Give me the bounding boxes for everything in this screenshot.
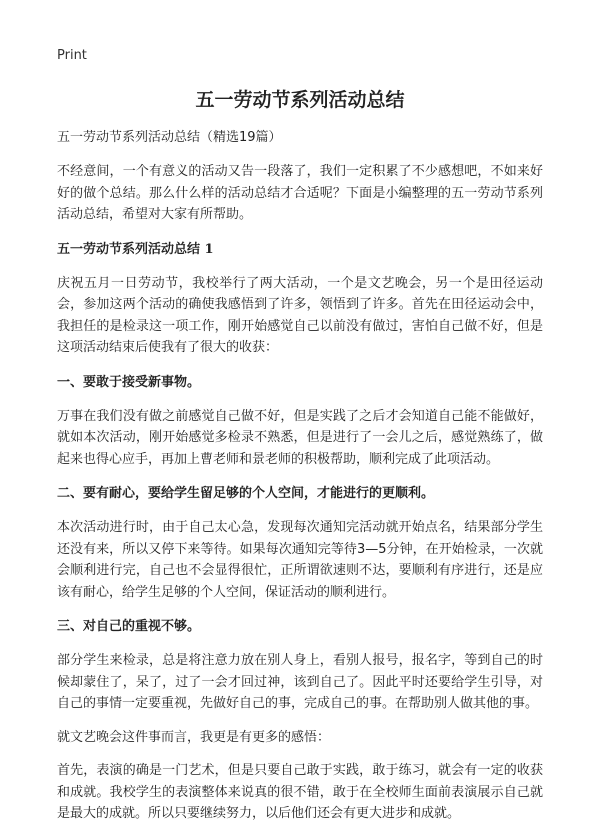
section-heading-1: 五一劳动节系列活动总结 1 [57,241,214,257]
page-title: 五一劳动节系列活动总结 [195,89,405,111]
point2-paragraph: 本次活动进行时，由于自己太心急，发现每次通知完活动就开始点名，结果部分学生还没有来，所以又停下来等待。如果每次通知完等待3—5分钟，在开始检录，一次就会顺利进行完，自己也不会显得很忙，正所谓欲速则不达，要顺利有序进行，还是应该有耐心，给学生足够的个人空间，保证活动的顺利进行。 [57,520,543,600]
gala-paragraph: 就文艺晚会这件事而言，我更是有更多的感悟： [57,729,331,745]
point-heading-2: 二、要有耐心，要给学生留足够的个人空间，才能进行的更顺利。 [57,486,435,501]
point3-paragraph: 部分学生来检录，总是将注意力放在别人身上，看别人报号，报名字，等到自己的时候却蒙住了，呆了，过了一会才回过神，该到自己了。因此平时还要给学生引导，对自己的事情一定要重视，先做好自己的事，完成自己的事。在帮助别人做其他的事。 [57,653,543,711]
section1-paragraph: 庆祝五月一日劳动节，我校举行了两大活动，一个是文艺晚会，另一个是田径运动会，参加这两个活动的确使我感悟到了许多，领悟到了许多。首先在田径运动会中，我担任的是检录这一项工作，刚开始感觉自己以前没有做过，害怕自己做不好，但是这项活动结束后使我有了很大的收获： [57,275,543,355]
intro-paragraph: 不经意间，一个有意义的活动又告一段落了，我们一定积累了不少感想吧，不如来好好的做个总结。那么什么样的活动总结才合适呢？下面是小编整理的五一劳动节系列活动总结，希望对大家有所帮助。 [57,164,543,222]
point-heading-1: 一、要敢于接受新事物。 [57,374,201,390]
document-subtitle: 五一劳动节系列活动总结（精选19篇） [57,130,282,145]
closing-paragraph: 首先，表演的确是一门艺术，但是只要自己敢于实践，敢于练习，就会有一定的收获和成就。我校学生的表演整体来说真的很不错，敢于在全校师生面前表演展示自己就是最大的成就。所以只要继续努力，以后他们还会有更大进步和成就。 [57,763,543,821]
print-link[interactable]: Print [57,48,87,63]
point-heading-3: 三、对自己的重视不够。 [57,619,201,634]
point1-paragraph: 万事在我们没有做之前感觉自己做不好，但是实践了之后才会知道自己能不能做好，就如本次活动，刚开始感觉多检录不熟悉，但是进行了一会儿之后，感觉熟练了，做起来也得心应手，再加上曹老师和景老师的积极帮助，顺利完成了此项活动。 [57,408,543,467]
